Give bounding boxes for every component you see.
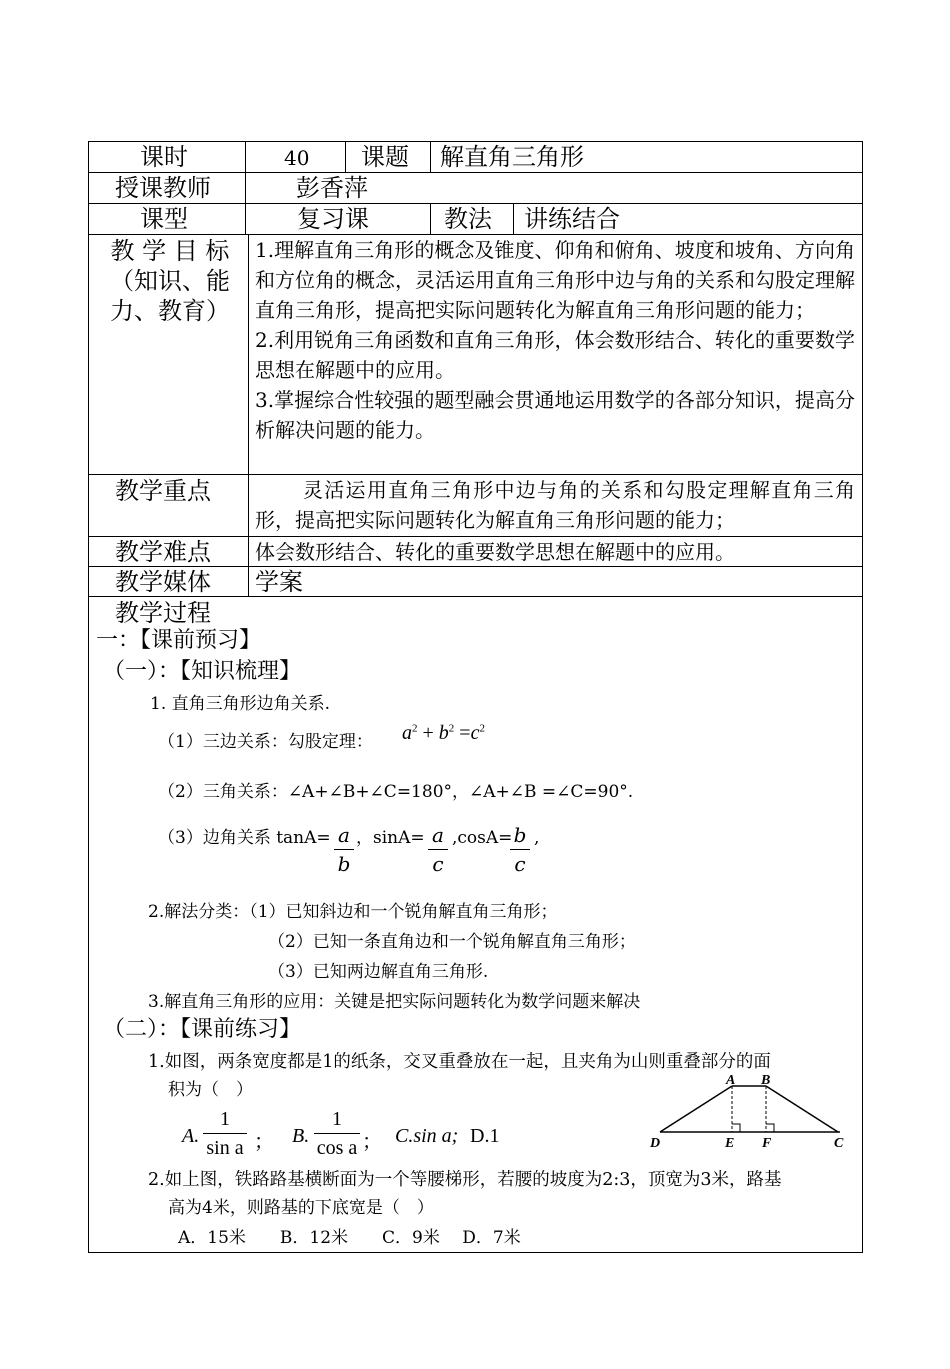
col-divider <box>430 203 431 235</box>
formula-exp: 2 <box>479 722 485 735</box>
right-angle-mark-e <box>732 1124 740 1132</box>
application-note: 3.解直角三角形的应用：关键是把实际问题转化为数学问题来解决 <box>148 992 641 1012</box>
goals-content <box>255 235 855 445</box>
solution-types-1: 2.解法分类：（1）已知斜边和一个锐角解直角三角形； <box>148 902 558 922</box>
teacher-label: 授课教师 <box>115 174 211 202</box>
type-label: 课型 <box>140 205 188 233</box>
fraction-sin <box>428 822 448 877</box>
fraction-tan <box>334 822 354 877</box>
section-preview: 一：【课前预习】 <box>96 628 262 653</box>
fraction-numerator: 1 <box>332 1108 342 1130</box>
method-label: 教法 <box>444 205 492 233</box>
goals-label-line: 力、教育） <box>110 297 230 325</box>
formula-var: b <box>438 722 449 744</box>
media-text: 学案 <box>255 568 303 596</box>
fraction-denominator: b <box>337 852 351 876</box>
fraction-denominator: cos a <box>316 1137 358 1159</box>
formula-op: + <box>422 722 434 744</box>
option-separator: ； <box>254 1131 274 1153</box>
topic-label: 课题 <box>361 143 409 171</box>
three-sides-relation: （1）三边关系：勾股定理： <box>158 732 373 752</box>
table-border-right <box>862 141 863 1253</box>
point-label-f: F <box>762 1136 772 1151</box>
fraction-denominator: sin a <box>206 1137 244 1159</box>
focus-label: 教学重点 <box>115 477 211 505</box>
point-label-b: B <box>761 1073 771 1088</box>
table-border-left <box>88 141 89 1253</box>
fraction-bar <box>203 1133 247 1134</box>
fraction-denominator: c <box>432 852 444 876</box>
option-separator: ； <box>362 1131 382 1153</box>
q1-option-c: C.sin a; <box>395 1125 459 1147</box>
period-value: 40 <box>284 146 310 170</box>
formula-var: c <box>470 722 480 744</box>
goal-paragraph: 1.理解直角三角形的概念及锥度、仰角和俯角、坡度和坡角、方向角和方位角的概念，灵活运用直角三角形中边与角的关系和勾股定理解直角三角形，提高把实际问题转化为解直角三角形问题的能力； <box>255 238 855 322</box>
topic-value: 解直角三角形 <box>440 143 584 171</box>
col-divider <box>245 172 246 204</box>
formula-op: = <box>459 722 471 744</box>
table-border-bottom <box>88 1252 863 1253</box>
fraction-bar <box>314 1133 360 1134</box>
goals-label-line: （知识、能 <box>110 267 230 295</box>
fraction-numerator: a <box>338 823 350 847</box>
right-angle-mark-f <box>766 1124 774 1132</box>
focus-text: 灵活运用直角三角形中边与角的关系和勾股定理解直角三角形，提高把实际问题转化为解直角三角形问题的能力； <box>255 478 855 532</box>
goals-label-line: 教 学 目 标 <box>110 237 230 265</box>
point-label-d: D <box>650 1136 661 1151</box>
point-label-a: A <box>726 1073 736 1088</box>
fraction-numerator: a <box>432 823 444 847</box>
goal-paragraph: 3.掌握综合性较强的题型融会贯通地运用数学的各部分知识，提高分析解决问题的能力。 <box>255 388 855 442</box>
fraction-option-a <box>203 1106 247 1161</box>
fraction-cos <box>510 822 530 877</box>
fraction-bar <box>428 849 448 850</box>
media-label: 教学媒体 <box>115 568 211 596</box>
fraction-bar <box>510 849 530 850</box>
col-divider <box>345 141 346 173</box>
question-2-line2: 高为4米，则路基的下底宽是（ ） <box>168 1198 434 1218</box>
solution-types-3: （3）已知两边解直角三角形. <box>268 962 489 982</box>
subsection-practice: （二）：【课前练习】 <box>103 1017 302 1042</box>
fraction-numerator: b <box>513 823 527 847</box>
point-label-c: C <box>834 1136 844 1151</box>
fraction-bar <box>334 849 354 850</box>
q1-option-d: D.1 <box>470 1125 500 1147</box>
type-value: 复习课 <box>297 205 369 233</box>
trapezoid-right-side <box>766 1086 838 1132</box>
subsection-knowledge: （一）：【知识梳理】 <box>103 659 302 684</box>
sin-label: ，sinA= <box>356 828 425 848</box>
difficulty-label: 教学难点 <box>115 538 211 566</box>
question-2-line1: 2.如上图，铁路路基横断面为一个等腰梯形，若腰的坡度为2:3，顶宽为3米，路基 <box>148 1170 782 1190</box>
method-value: 讲练结合 <box>524 205 620 233</box>
point-label-e: E <box>725 1136 735 1151</box>
goals-label <box>96 236 244 326</box>
col-divider <box>245 203 246 235</box>
solution-types-2: （2）已知一条直角边和一个锐角解直角三角形； <box>268 932 636 952</box>
fraction-option-b <box>314 1106 360 1161</box>
col-divider <box>248 234 249 597</box>
teacher-value: 彭香萍 <box>296 174 368 202</box>
fraction-numerator: 1 <box>220 1108 230 1130</box>
side-angle-relation: （3）边角关系 tanA= <box>158 828 331 848</box>
period-label: 课时 <box>140 143 188 171</box>
pythagorean-formula <box>402 722 485 745</box>
col-divider <box>245 141 246 173</box>
cos-label: ,cosA= <box>452 828 513 848</box>
trapezoid-diagram <box>648 1070 844 1152</box>
item-relations: 1. 直角三角形边角关系. <box>150 694 331 714</box>
formula-var: a <box>402 722 412 744</box>
difficulty-text: 体会数形结合、转化的重要数学思想在解题中的应用。 <box>255 540 735 564</box>
col-divider <box>513 203 514 235</box>
fraction-denominator: c <box>514 852 526 876</box>
col-divider <box>430 141 431 173</box>
question-1-line2: 积为（ ） <box>168 1080 253 1100</box>
option-letter: A. <box>182 1125 200 1147</box>
trapezoid-left-side <box>660 1086 732 1132</box>
option-letter: B. <box>292 1125 310 1147</box>
formula-exp: 2 <box>412 722 418 735</box>
relation-end: , <box>534 828 540 848</box>
process-title: 教学过程 <box>115 599 211 627</box>
angle-relation: （2）三角关系：∠A+∠B+∠C=180°，∠A+∠B =∠C=90°. <box>158 782 634 802</box>
goal-paragraph: 2.利用锐角三角函数和直角三角形，体会数形结合、转化的重要数学思想在解题中的应用。 <box>255 328 855 382</box>
question-2-options: A．15米 B．12米 C．9米 D．7米 <box>178 1228 521 1248</box>
formula-exp: 2 <box>448 722 455 735</box>
question-1-line1: 1.如图，两条宽度都是1的纸条，交叉重叠放在一起，且夹角为山则重叠部分的面 <box>148 1052 771 1072</box>
